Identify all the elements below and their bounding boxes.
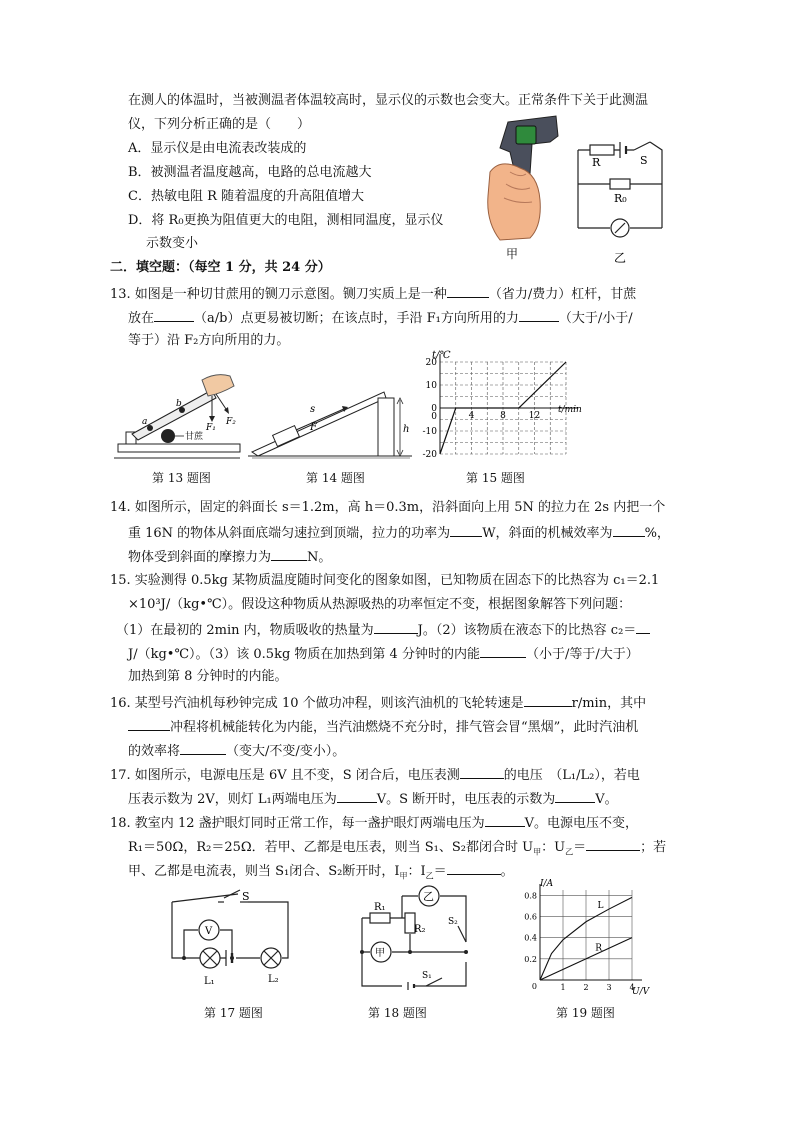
q12-option-a: A．显示仪是由电流表改装成的 [128, 141, 307, 156]
q13-line1 [110, 285, 636, 303]
q15-text-3b: J。（2）该物质在液态下的比热容 c₂＝ [417, 623, 637, 638]
answer-blank[interactable] [485, 814, 525, 827]
figure-label-jia: 甲 [506, 247, 519, 261]
answer-blank[interactable] [613, 524, 645, 537]
q16-text-2: 冲程将机械能转化为内能，当汽油燃烧不充分时，排气管会冒“黑烟”，此时汽油机 [170, 720, 639, 735]
q16-text-3b: （变大/不变/变小）。 [226, 744, 346, 759]
fig18-label-r2: R₂ [414, 924, 426, 935]
caption-fig14: 第 14 题图 [306, 471, 365, 485]
answer-blank[interactable] [480, 645, 526, 658]
temperature-time-chart [416, 348, 594, 462]
sugarcane-cutter-figure [112, 362, 242, 462]
q18-text-3f: 。 [500, 864, 514, 879]
q16-text-1a: 16. 某型号汽油机每秒钟完成 10 个做功冲程，则该汽油机的飞轮转速是 [110, 696, 524, 711]
q15-text-4a: J/（kg•℃）。（3）该 0.5kg 物质在加热到第 4 分钟时的内能 [128, 647, 480, 662]
chart19-ylabel: I/A [540, 879, 554, 889]
chart15-origin: 0 [431, 412, 437, 422]
q15-line4 [128, 645, 639, 663]
answer-blank[interactable] [447, 285, 489, 298]
section-heading-fill-in: 二．填空题：（每空 1 分，共 24 分） [110, 260, 331, 275]
q13-text-2b: （a/b）点更易被切断；在该点时，手沿 F₁方向所用的力 [194, 311, 519, 326]
q17-line2 [128, 790, 618, 808]
q15-text-4b: （小于/等于/大于） [525, 647, 639, 662]
circuit-label-s: S [640, 154, 648, 167]
q17-line1 [110, 766, 640, 784]
q13-text-2a: 放在 [128, 311, 155, 326]
q14-line2 [128, 524, 670, 542]
q18-line2 [128, 838, 666, 861]
answer-blank[interactable] [524, 694, 572, 707]
q16-text-3a: 的效率将 [128, 744, 181, 759]
q13-line2 [128, 309, 633, 327]
q17-text-1a: 17. 如图所示，电源电压是 6V 且不变，S 闭合后，电压表测 [110, 768, 460, 783]
circuit-figure-17 [164, 884, 294, 990]
chart15-xlabel: t/min [558, 405, 582, 415]
q13-text-1a: 13. 如图是一种切甘蔗用的铡刀示意图。铡刀实质上是一种 [110, 287, 447, 302]
q18-text-3a: 甲、乙都是电流表，则当 S₁闭合、S₂断开时，I [128, 864, 400, 879]
q13-text-2c: （大于/小于/ [558, 311, 633, 326]
fig17-label-s: S [242, 890, 250, 903]
sugarcane-label: 甘蔗 [185, 432, 204, 442]
caption-fig17: 第 17 题图 [204, 1006, 263, 1020]
chart15-ylabel: t/℃ [432, 350, 451, 361]
q18-text-3c: ：I [407, 864, 426, 879]
chart19-y-tick: 0.6 [524, 912, 537, 922]
q17-text-2b: V。S 断开时，电压表的示数为 [376, 792, 556, 807]
caption-fig15: 第 15 题图 [466, 471, 525, 485]
chart15-y-tick: -20 [422, 450, 437, 460]
point-label-a: a [142, 417, 148, 427]
q14-text-3b: N。 [307, 550, 332, 565]
chart19-series-label: R [595, 943, 602, 954]
answer-blank[interactable] [460, 766, 504, 779]
q12-stem-line2: 仪，下列分析正确的是（ ） [128, 117, 311, 132]
chart19-y-tick: 0.8 [524, 891, 537, 901]
chart19-x-tick: 1 [560, 983, 566, 992]
q15-line1: 15. 实验测得 0.5kg 某物质温度随时间变化的图象如图，已知物质在固态下的比热容为 c₁＝2.1 [110, 573, 660, 588]
fig18-label-s1: S₁ [422, 971, 432, 981]
caption-fig19: 第 19 题图 [556, 1006, 615, 1020]
answer-blank[interactable] [271, 548, 307, 561]
q14-text-3a: 物体受到斜面的摩擦力为 [128, 550, 272, 565]
chart19-y-tick: 0.2 [524, 954, 537, 964]
answer-blank[interactable] [337, 790, 377, 803]
q13-text-1b: （省力/费力）杠杆，甘蔗 [488, 287, 637, 302]
incline-label-h: h [403, 424, 410, 435]
q18-text-3e: ＝ [433, 864, 447, 879]
q18-text-2e: ＝ [573, 840, 587, 855]
chart15-y-tick: 0 [431, 404, 437, 414]
q17-text-2c: V。 [595, 792, 618, 807]
chart15-y-tick: 20 [425, 358, 437, 368]
chart19-y-tick: 0.4 [524, 933, 537, 943]
q12-option-c: C．热敏电阻 R 随着温度的升高阻值增大 [128, 189, 364, 204]
chart19-series-label: L [597, 901, 604, 911]
circuit-figure-yi [570, 138, 670, 268]
q18-text-1b: V。电源电压不变， [524, 816, 639, 831]
q18-line1 [110, 814, 638, 832]
chart15-x-tick: 12 [528, 411, 541, 421]
q14-text-2a: 重 16N 的物体从斜面底端匀速拉到顶端，拉力的功率为 [128, 526, 451, 541]
q16-line1 [110, 694, 646, 712]
q18-text-1a: 18. 教室内 12 盏护眼灯同时正常工作，每一盏护眼灯两端电压为 [110, 816, 485, 831]
q12-option-d-line2: 示数变小 [146, 236, 199, 251]
answer-blank[interactable] [586, 838, 640, 851]
q16-line2 [128, 718, 638, 736]
q16-line3 [128, 742, 345, 760]
force-label-f1: F₁ [206, 423, 216, 433]
answer-blank[interactable] [450, 524, 482, 537]
circuit-label-r0: R₀ [614, 192, 627, 205]
q14-line3 [128, 548, 331, 566]
answer-blank[interactable] [555, 790, 595, 803]
fig18-label-s2: S₂ [448, 917, 458, 927]
q18-sub-yi: 乙 [565, 847, 574, 857]
incline-label-f: F [310, 422, 317, 433]
chart19-x-tick: 2 [583, 983, 589, 992]
fig18-label-r1: R₁ [374, 902, 386, 913]
point-label-b: b [176, 399, 182, 409]
fig18-label-jia: 甲 [375, 948, 385, 959]
caption-fig18: 第 18 题图 [368, 1006, 427, 1020]
q17-text-2a: 压表示数为 2V，则灯 L₁两端电压为 [128, 792, 337, 807]
q16-text-1b: r/min，其中 [571, 696, 647, 711]
q14-text-2b: W，斜面的机械效率为 [482, 526, 613, 541]
chart15-y-tick: -10 [422, 427, 437, 437]
q18-text-2f: ；若 [640, 840, 667, 855]
q15-line2: ×10³J/（kg•℃）。假设这种物质从热源吸热的功率恒定不变，根据图象解答下列问题： [128, 597, 632, 612]
q18-sub-jia: 甲 [533, 847, 542, 857]
chart19-x-tick: 3 [606, 983, 612, 992]
q15-text-3a: （1）在最初的 2min 内，物质吸收的热量为 [116, 623, 374, 638]
q14-text-2c: %， [644, 526, 670, 541]
answer-blank[interactable] [374, 621, 418, 634]
fig17-label-v: V [205, 926, 213, 937]
caption-fig13: 第 13 题图 [152, 471, 211, 485]
current-voltage-chart [514, 876, 656, 998]
answer-blank[interactable] [636, 621, 650, 634]
answer-blank[interactable] [128, 718, 170, 731]
chart15-y-tick: 10 [425, 381, 437, 391]
chart19-xlabel: U/V [632, 987, 650, 997]
fig18-label-yi: 乙 [423, 890, 434, 903]
q13-line3: 等于）沿 F₂方向所用的力。 [128, 333, 290, 348]
q12-option-d-line1: D．将 R₀更换为阻值更大的电阻，测相同温度，显示仪 [128, 213, 444, 228]
q14-line1: 14. 如图所示，固定的斜面长 s＝1.2m，高 h＝0.3m，沿斜面向上用 5N 的拉力在 2s 内把一个 [110, 500, 666, 515]
q12-option-b: B．被测温者温度越高，电路的总电流越大 [128, 165, 372, 180]
answer-blank[interactable] [154, 309, 194, 322]
q15-line5: 加热到第 8 分钟时的内能。 [128, 669, 288, 684]
answer-blank[interactable] [519, 309, 559, 322]
q12-stem-line1: 在测人的体温时，当被测温者体温较高时，显示仪的示数也会变大。正常条件下关于此测温 [128, 93, 649, 108]
incline-figure [246, 378, 416, 462]
q18-text-2c: ：U [541, 840, 566, 855]
circuit-figure-18 [356, 882, 480, 994]
q17-text-1b: 的电压 （L₁/L₂），若电 [503, 768, 640, 783]
force-label-f2: F₂ [226, 417, 236, 427]
figure-label-yi: 乙 [614, 251, 627, 265]
fig17-label-l2: L₂ [268, 974, 279, 985]
incline-label-s: s [310, 404, 316, 415]
chart19-x-tick: 4 [629, 983, 635, 992]
answer-blank[interactable] [447, 862, 501, 875]
thermometer-gun-figure [480, 112, 560, 262]
q15-line3 [116, 621, 650, 639]
chart15-x-tick: 4 [468, 411, 475, 421]
answer-blank[interactable] [180, 742, 226, 755]
circuit-label-r: R [592, 156, 601, 169]
chart15-x-tick: 8 [500, 411, 506, 421]
q18-sub-jia: 甲 [399, 871, 408, 881]
fig17-label-l1: L₁ [204, 976, 215, 987]
chart19-origin: 0 [531, 982, 537, 991]
q18-text-2a: R₁＝50Ω，R₂＝25Ω．若甲、乙都是电压表，则当 S₁、S₂都闭合时 U [128, 840, 534, 855]
q18-sub-yi: 乙 [425, 871, 434, 881]
